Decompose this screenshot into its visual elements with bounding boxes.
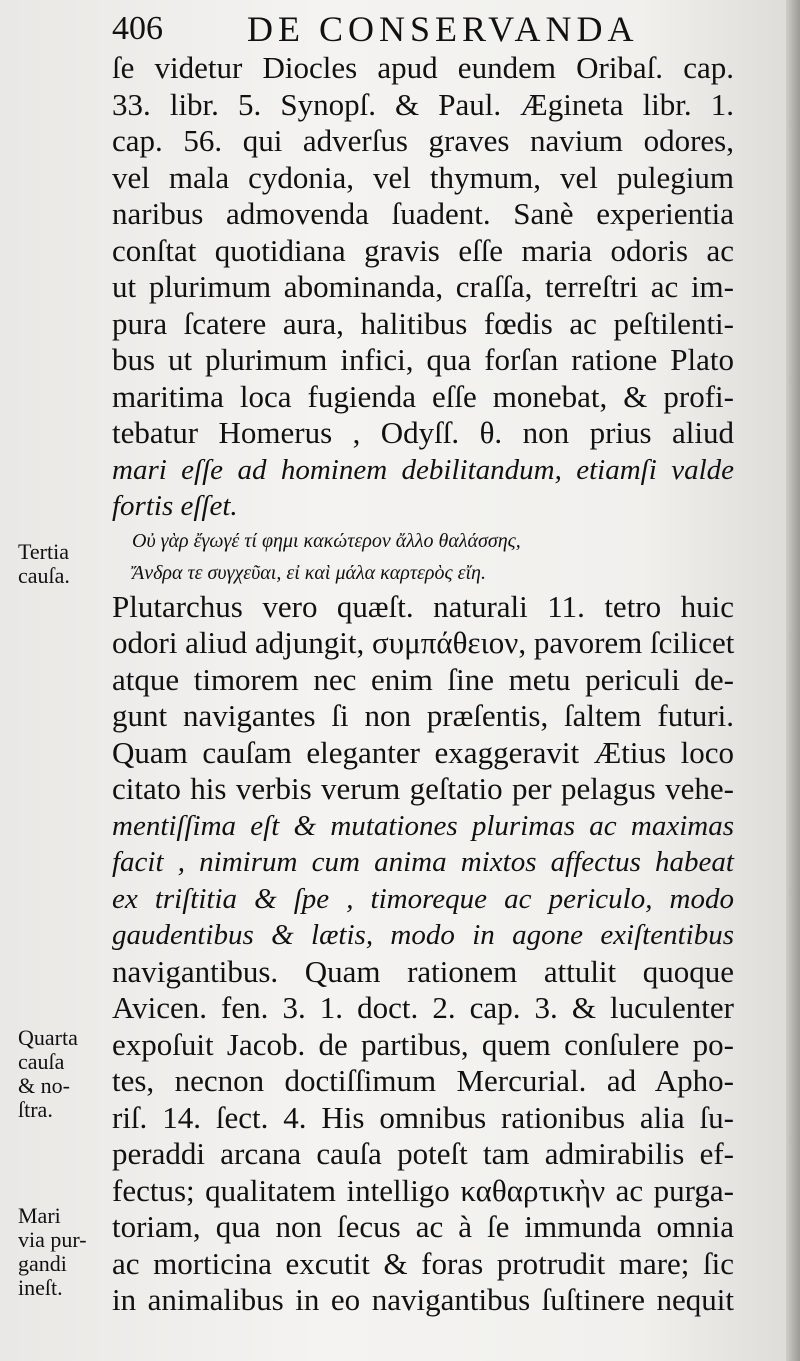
text-line: Plutarchus vero quæſt. naturali 11. tetro huic [112,588,734,624]
text-line: navigantibus. Quam rationem attulit quoque [112,953,734,989]
text-line: pura ſcatere aura, halitibus fœdis ac peſtilenti- [112,305,734,341]
text-line: tebatur Homerus , Odyſſ. θ. non prius aliud [112,415,734,450]
margin-note-line: cauſa [18,1049,65,1074]
text-line: vel mala cydonia, vel thymum, vel pulegium [112,159,734,195]
text-line: Avicen. fen. 3. 1. doct. 2. cap. 3. & luculenter [112,990,734,1025]
text-line: facit , nimirum cum anima mixtos affectus habeat [112,846,734,878]
margin-note-line: ſtra. [18,1097,53,1122]
text-line: expoſuit Jacob. de partibus, quem conſulere po- [112,1026,734,1062]
margin-note-line: Quarta [18,1025,78,1050]
text-line: gaudentibus & lætis, modo in agone exiſtentibus [112,919,734,951]
text-line: tes, necnon doctiſſimum Mercurial. ad Apho- [112,1063,734,1098]
margin-note-line: cauſa. [18,563,70,588]
text-line: bus ut plurimum infici, qua forſan ratione Plato [112,342,734,377]
margin-note-line: Mari [18,1203,61,1228]
greek-verse-line: Ἄνδρα τε συγχεῦαι, εἰ καὶ μάλα καρτερὸς εἴη. [132,561,486,584]
text-line: naribus admovenda ſuadent. Sanè experientia [112,196,734,231]
text-line: fortis eſſet. [112,490,238,522]
text-line: ex triſtitia & ſpe , timoreque ac periculo, modo [112,882,734,915]
text-line: mentiſſima eſt & mutationes plurimas ac maximas [112,809,734,842]
page-spine-shadow [786,0,800,1361]
text-line: gunt navigantes ſi non præſentis, ſaltem futuri. [112,698,734,733]
text-line: 33. libr. 5. Synopſ. & Paul. Ægineta libr. 1. [112,86,734,122]
text-line: atque timorem nec enim ſine metu periculi de- [112,661,734,697]
text-line: maritima loca fugienda eſſe monebat, & profi- [112,378,734,414]
running-title: DE CONSERVANDA [247,9,639,49]
text-line: cap. 56. qui adverſus graves navium odores, [112,123,734,158]
running-head [112,6,732,50]
text-line: Quam cauſam eleganter exaggeravit Ætius loco [112,734,734,770]
margin-note-line: gandi [18,1251,67,1276]
text-line: ac morticina excutit & foras protrudit mare; ſic [112,1245,734,1281]
margin-note-line: & no- [18,1073,70,1098]
margin-note-quarta-causa [18,1026,110,1122]
text-line: conſtat quotidiana gravis eſſe maria odoris ac [112,232,734,268]
margin-note-line: via pur- [18,1227,87,1252]
text-line: ſe videtur Diocles apud eundem Oribaſ. cap. [112,50,734,85]
margin-note-mari-via-purgandi [18,1204,110,1300]
text-line: toriam, qua non ſecus ac à ſe immunda omnia [112,1209,734,1244]
text-line: peraddi arcana cauſa poteſt tam admirabilis ef- [112,1136,734,1171]
greek-verse-line: Οὐ γὰρ ἔγωγέ τί φημι κακώτερον ἄλλο θαλάσσης, [132,529,521,552]
text-line: citato his verbis verum geſtatio per pelagus vehe- [112,771,734,806]
text-line: in animalibus in eo navigantibus ſuſtinere nequit [112,1282,734,1317]
text-line: odori aliud adjungit, συμπάθειον, pavorem ſcilicet [112,625,735,660]
margin-note-line: ineſt. [18,1275,63,1300]
text-line: riſ. 14. ſect. 4. His omnibus rationibus alia ſu- [112,1099,734,1135]
main-text-block [112,50,734,1319]
text-line: fectus; qualitatem intelligo καθαρτικὴν ac purga- [112,1172,734,1208]
text-line: mari eſſe ad hominem debilitandum, etiamſi valde [112,453,734,486]
page-number: 406 [112,10,163,47]
text-line: ut plurimum abominanda, craſſa, terreſtri ac im- [112,269,734,304]
margin-note-tertia-causa [18,540,110,588]
margin-note-line: Tertia [18,539,69,564]
